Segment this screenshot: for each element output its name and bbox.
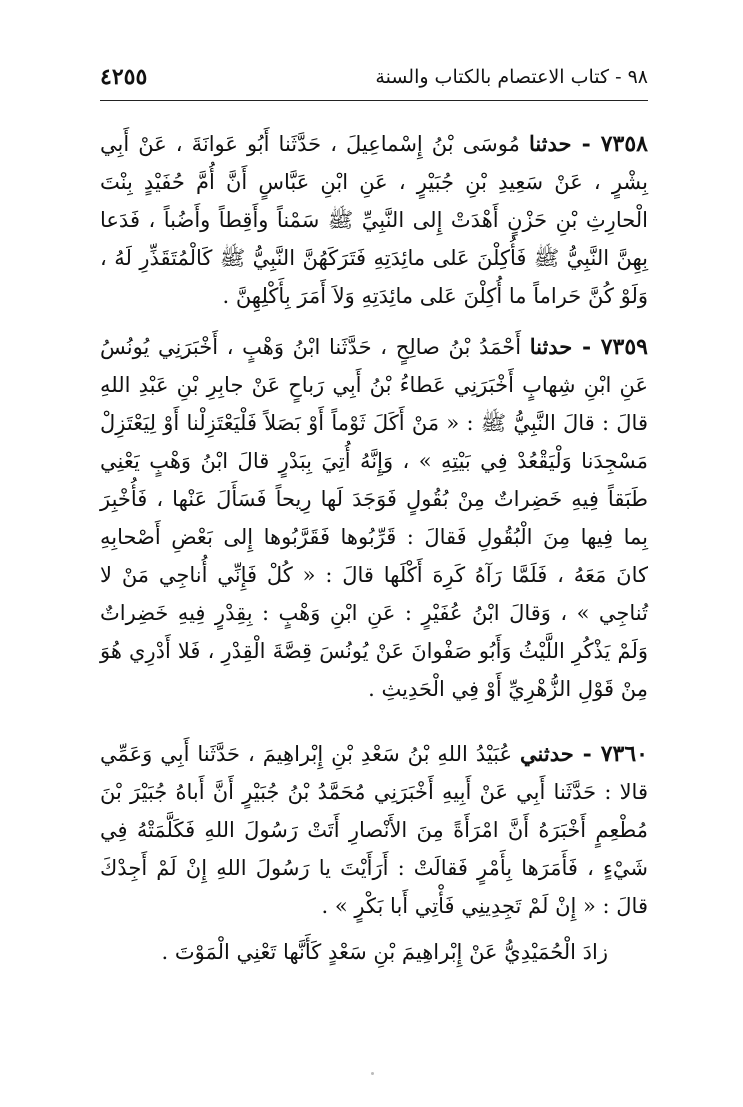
page-body [100, 112, 648, 971]
hadith-dash: - [572, 334, 601, 360]
hadith-number: ٧٣٥٩ [600, 334, 648, 360]
hadith-heading: حدثني [520, 741, 574, 766]
addendum-text: زادَ الْحُمَيْدِيُّ عَنْ إِبْراهِيمَ بْنِ سَعْدٍ كَأَنَّها تَعْنِي الْمَوْتَ . [161, 940, 608, 964]
scan-mark [371, 1072, 374, 1075]
hadith-heading: حدثنا [528, 131, 572, 156]
hadith-paragraph [100, 125, 648, 315]
hadith-paragraph [100, 735, 648, 925]
hadith-heading: حدثنا [529, 334, 573, 359]
hadith-text: أَحْمَدُ بْنُ صالِحٍ ، حَدَّثَنا ابْنُ وَهْبٍ ، أَخْبَرَنِي يُونُسُ عَنِ ابْنِ شِهابٍ أَخْبَرَنِي عَطاءُ بْنُ أَبِي رَباحٍ عَنْ جابِرِ بْنِ عَبْدِ اللهِ قالَ : قالَ النَّبِيُّ ﷺ : « مَنْ أَكَلَ ثَوْماً أَوْ بَصَلاً فَلْيَعْتَزِلْنا أَوْ لِيَعْتَزِلْ مَسْجِدَنا وَلْيَقْعُدْ فِي بَيْتِهِ » ، وَإِنَّهُ أُتِيَ بِبَدْرٍ قالَ ابْنُ وَهْبٍ يَعْنِي طَبَقاً فِيهِ خَضِراتٌ مِنْ بُقُولٍ فَوَجَدَ لَها رِيحاً فَسَأَلَ عَنْها ، فَأُخْبِرَ بِما فِيها مِنَ الْبُقُولِ فَقالَ : قَرِّبُوها فَقَرَّبُوها إِلى بَعْضِ أَصْحابِهِ كانَ مَعَهُ ، فَلَمَّا رَآهُ كَرِهَ أَكْلَها قالَ : « كُلْ فَإِنِّي أُناجِي مَنْ لا تُناجِي » ، وَقالَ ابْنُ عُفَيْرٍ : عَنِ ابْنِ وَهْبٍ : بِقِدْرٍ فِيهِ خَضِراتٌ وَلَمْ يَذْكُرِ اللَّيْثُ وَأَبُو صَفْوانَ عَنْ يُونُسَ قِصَّةَ الْقِدْرِ ، فَلا أَدْرِي هُوَ مِنْ قَوْلِ الزُّهْرِيِّ أَوْ فِي الْحَدِيثِ . [100, 335, 648, 701]
hadith-paragraph [100, 328, 648, 708]
hadith-text: عُبَيْدُ اللهِ بْنُ سَعْدِ بْنِ إِبْراهِيمَ ، حَدَّثَنا أَبِي وَعَمِّي قالا : حَدَّثَنا أَبِي عَنْ أَبِيهِ أَخْبَرَنِي مُحَمَّدُ بْنُ جُبَيْرٍ أَنَّ أَباهُ جُبَيْرَ بْنَ مُطْعِمٍ أَخْبَرَهُ أَنَّ امْرَأَةً مِنَ الأَنْصارِ أَتَتْ رَسُولَ اللهِ فَكَلَّمَتْهُ فِي شَيْءٍ ، فَأَمَرَها بِأَمْرٍ فَقالَتْ : أَرَأَيْتَ يا رَسُولَ اللهِ إِنْ لَمْ أَجِدْكَ قالَ : « إِنْ لَمْ تَجِدِينِي فَأْتِي أَبا بَكْرٍ » . [100, 742, 648, 918]
running-header [100, 62, 648, 96]
hadith-dash: - [571, 131, 601, 157]
page-number: ٤٢٥٥ [100, 64, 148, 90]
hadith-text: مُوسَى بْنُ إِسْماعِيلَ ، حَدَّثَنا أَبُو عَوانَةَ ، عَنْ أَبِي بِشْرٍ ، عَنْ سَعِيدِ بْنِ جُبَيْرٍ ، عَنِ ابْنِ عَبَّاسٍ أَنَّ أُمَّ حُفَيْدٍ بِنْتَ الْحارِثِ بْنِ حَزْنٍ أَهْدَتْ إِلى النَّبِيِّ ﷺ سَمْناً وأَقِطاً وأَضُباً ، فَدَعا بِهِنَّ النَّبِيُّ ﷺ فَأُكِلْنَ عَلى مائِدَتِهِ فَتَرَكَهُنَّ النَّبِيُّ ﷺ كَالْمُتَقَذِّرِ لَهُ ، وَلَوْ كُنَّ حَراماً ما أُكِلْنَ عَلى مائِدَتِهِ وَلاَ أَمَرَ بِأَكْلِهِنَّ . [100, 132, 648, 308]
hadith-number: ٧٣٦٠ [600, 741, 648, 767]
addendum-paragraph [100, 933, 648, 971]
header-rule [100, 100, 648, 101]
hadith-number: ٧٣٥٨ [600, 131, 648, 157]
hadith-dash: - [573, 741, 601, 767]
chapter-title: ٩٨ - كتاب الاعتصام بالكتاب والسنة [375, 66, 648, 88]
